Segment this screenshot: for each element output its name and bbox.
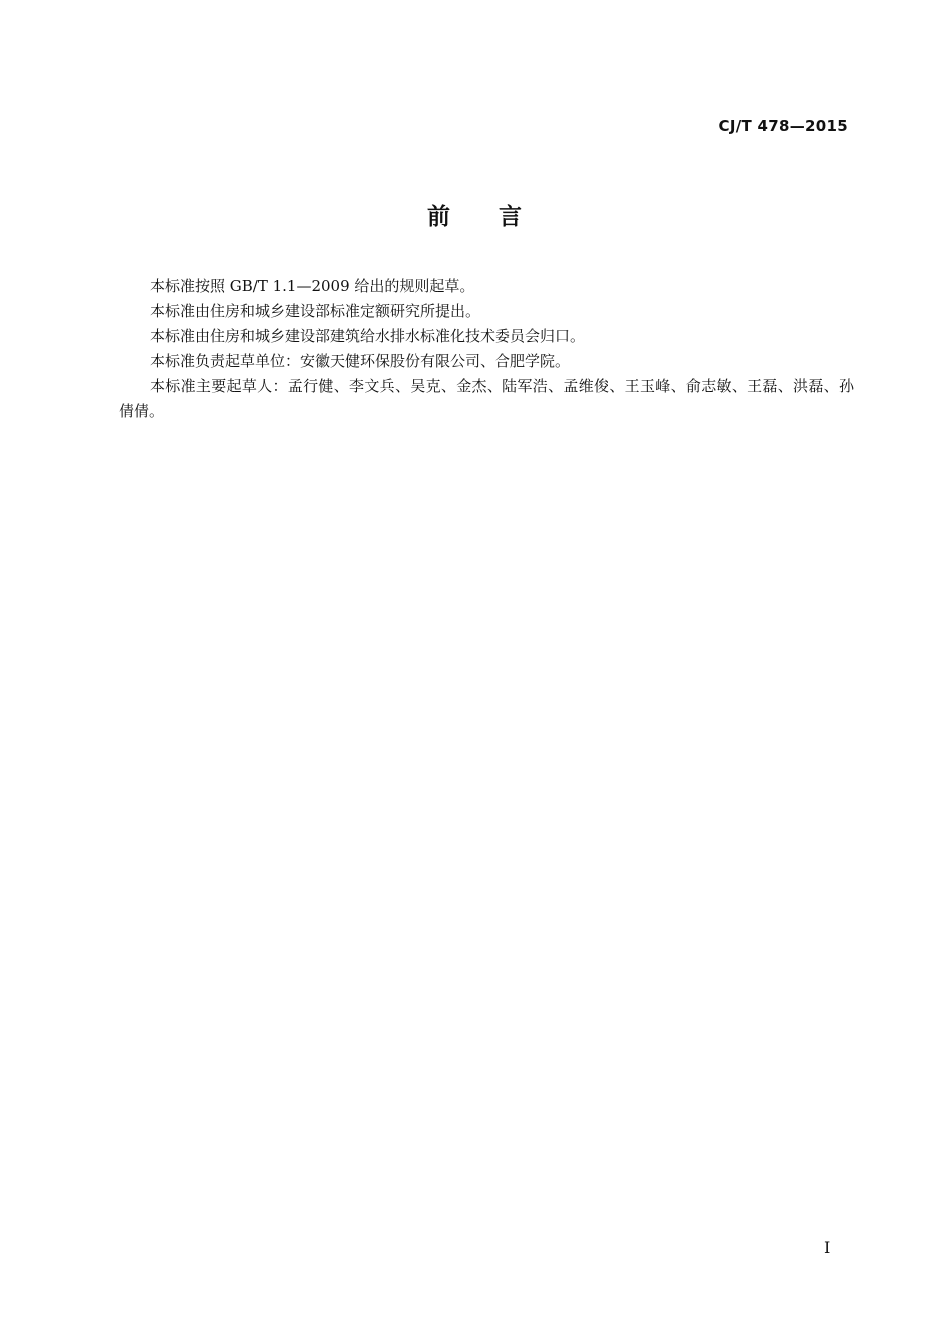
paragraph-drafting-units: 本标准负责起草单位：安徽天健环保股份有限公司、合肥学院。 [150, 352, 571, 370]
page-number: I [824, 1238, 831, 1257]
standard-code: CJ/T 478—2015 [718, 117, 848, 135]
paragraph-drafters: 本标准主要起草人：孟行健、李文兵、吴克、金杰、陆军浩、孟维俊、王玉峰、俞志敏、王磊、洪磊、孙倩倩。 [119, 377, 854, 420]
paragraph-drafting-rules: 本标准按照 GB/T 1.1—2009 给出的规则起草。 [150, 277, 475, 295]
page-title: 前 言 [427, 204, 523, 230]
foreword-body [119, 274, 854, 424]
paragraph-centralized-management: 本标准由住房和城乡建设部建筑给水排水标准化技术委员会归口。 [150, 327, 586, 345]
paragraph-proposer: 本标准由住房和城乡建设部标准定额研究所提出。 [150, 302, 481, 320]
